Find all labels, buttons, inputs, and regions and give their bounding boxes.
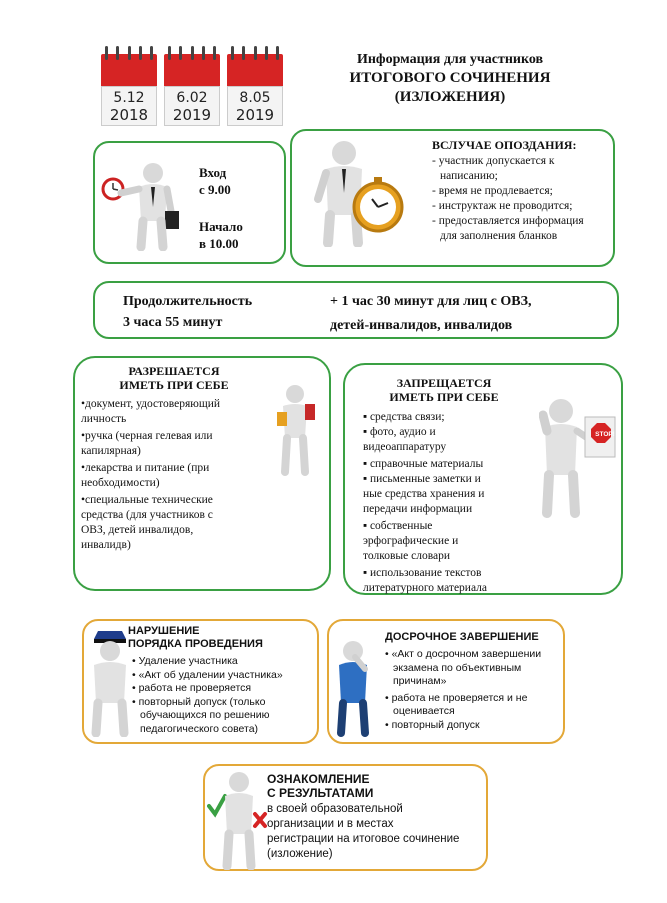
forbidden-item bbox=[363, 440, 539, 455]
early-item bbox=[385, 675, 563, 689]
violation-item-text: Удаление участника bbox=[138, 655, 238, 667]
allowed-item-text: лекарства и питание (при bbox=[85, 462, 210, 474]
forbidden-item-text: средства связи; bbox=[369, 411, 445, 423]
calendar-year: 2019 bbox=[235, 106, 275, 124]
late-arrival-box bbox=[290, 129, 615, 267]
allowed-item: •ручка (черная гелевая или bbox=[81, 430, 213, 442]
late-item-text: для заполнения бланков bbox=[440, 230, 558, 242]
allowed-item bbox=[81, 523, 271, 538]
duration-extra-1: + 1 час 30 минут для лиц с ОВЗ, bbox=[330, 294, 532, 309]
forbidden-item-text: фото, аудио и bbox=[369, 426, 436, 438]
forbidden-item-text: литературного материала bbox=[363, 582, 488, 594]
start-time: в 10.00 bbox=[199, 236, 239, 251]
late-heading: ВСЛУЧАЕ ОПОЗДАНИЯ: bbox=[432, 138, 577, 152]
results-line: организации и в местах bbox=[267, 818, 394, 830]
person-pen-icon bbox=[275, 382, 325, 478]
late-item: - время не продлевается; bbox=[432, 185, 553, 197]
person-stop-sign-icon bbox=[539, 395, 619, 520]
person-inspector-icon bbox=[86, 629, 134, 737]
early-item: • работа не проверяется и не bbox=[385, 691, 528, 704]
allowed-item-text: капилярная) bbox=[81, 445, 141, 457]
early-item-text: «Акт о досрочном завершении bbox=[391, 648, 542, 660]
results-heading bbox=[267, 772, 373, 800]
calendar-date-2 bbox=[164, 46, 220, 126]
duration-value: 3 часа 55 минут bbox=[123, 315, 223, 330]
calendar-year: 2018 bbox=[109, 106, 149, 124]
early-item: • «Акт о досрочном завершении bbox=[385, 648, 542, 660]
forbidden-item bbox=[363, 534, 539, 549]
forbidden-item-text: использование текстов bbox=[369, 567, 482, 579]
violation-item-text: повторный допуск (только bbox=[138, 695, 266, 708]
calendar-page bbox=[101, 86, 157, 126]
forbidden-item: ▪ фото, аудио и bbox=[363, 426, 436, 438]
person-check-cross-icon bbox=[207, 770, 271, 870]
calendar-rings bbox=[105, 46, 153, 60]
allowed-item bbox=[81, 444, 271, 459]
entry-label: Вход bbox=[199, 165, 227, 180]
late-list bbox=[432, 154, 612, 244]
late-item bbox=[432, 169, 612, 184]
forbidden-item: ▪ средства связи; bbox=[363, 411, 445, 423]
allowed-item bbox=[81, 476, 271, 491]
forbidden-item: ▪ письменные заметки и bbox=[363, 473, 481, 485]
late-item bbox=[432, 229, 612, 244]
forbidden-item bbox=[363, 502, 539, 517]
page-title bbox=[320, 50, 580, 107]
violation-item-text: работа не проверяется bbox=[138, 682, 252, 694]
forbidden-item: ▪ собственные bbox=[363, 520, 433, 532]
forbidden-item bbox=[363, 549, 539, 564]
forbidden-item bbox=[363, 581, 539, 596]
forbidden-item-text: ные средства хранения и bbox=[363, 488, 485, 500]
violation-item: • повторный допуск (только bbox=[132, 695, 266, 708]
early-item bbox=[385, 705, 563, 719]
early-item-text: причинам» bbox=[393, 675, 447, 687]
forbidden-item bbox=[363, 487, 539, 502]
early-heading: ДОСРОЧНОЕ ЗАВЕРШЕНИЕ bbox=[385, 631, 539, 643]
calendar-date: 6.02 bbox=[176, 90, 208, 106]
calendar-date-1 bbox=[101, 46, 157, 126]
forbidden-item-text: собственные bbox=[369, 520, 433, 532]
violation-item-text: обучающихся по решению bbox=[140, 709, 270, 721]
entry-time: с 9.00 bbox=[199, 182, 231, 197]
forbidden-item-text: эрфографические и bbox=[363, 535, 459, 547]
forbidden-item: ▪ использование текстов bbox=[363, 567, 482, 579]
calendar-page bbox=[164, 86, 220, 126]
person-clock-icon bbox=[99, 159, 189, 251]
duration-box bbox=[93, 281, 619, 339]
late-item: - участник допускается к bbox=[432, 155, 555, 167]
violation-heading-line-1: НАРУШЕНИЕ bbox=[128, 625, 200, 637]
violation-box bbox=[82, 619, 319, 744]
forbidden-item-text: видеоаппаратуру bbox=[363, 441, 447, 453]
results-text bbox=[267, 802, 487, 862]
allowed-item-text: документ, удостоверяющий bbox=[85, 398, 221, 410]
violation-heading bbox=[128, 625, 263, 651]
calendar-year: 2019 bbox=[172, 106, 212, 124]
violation-item bbox=[132, 723, 320, 737]
late-item: - инструктаж не проводится; bbox=[432, 200, 573, 212]
violation-list bbox=[132, 655, 320, 736]
early-completion-box bbox=[327, 619, 565, 744]
early-list bbox=[385, 648, 563, 732]
late-item-text: инструктаж не проводится; bbox=[438, 200, 573, 212]
stop-sign-label: STOP! bbox=[595, 431, 615, 438]
calendar-rings bbox=[168, 46, 216, 60]
calendar-date-3 bbox=[227, 46, 283, 126]
allowed-heading-line-2: ИМЕТЬ ПРИ СЕБЕ bbox=[119, 378, 229, 392]
late-item: - предоставляется информация bbox=[432, 215, 584, 227]
allowed-heading bbox=[99, 364, 249, 392]
start-label: Начало bbox=[199, 219, 243, 234]
early-item-text: оценивается bbox=[393, 705, 455, 717]
results-box bbox=[203, 764, 488, 871]
forbidden-item-text: справочные материалы bbox=[369, 458, 484, 470]
early-item-text: работа не проверяется и не bbox=[391, 691, 528, 704]
allowed-item bbox=[81, 412, 271, 427]
late-item-text: участник допускается к bbox=[438, 155, 555, 167]
forbidden-items-box bbox=[343, 363, 623, 595]
early-item-text: повторный допуск bbox=[391, 718, 480, 731]
allowed-item bbox=[81, 508, 271, 523]
results-line: в своей образовательной bbox=[267, 803, 403, 815]
violation-item-text: педагогического совета) bbox=[140, 722, 259, 735]
violation-item: • «Акт об удалении участника» bbox=[132, 668, 283, 681]
allowed-item: •лекарства и питание (при bbox=[81, 462, 210, 474]
forbidden-list bbox=[363, 410, 539, 596]
allowed-item-text: необходимости) bbox=[81, 477, 160, 489]
calendar-page bbox=[227, 86, 283, 126]
allowed-item-text: личность bbox=[81, 413, 127, 425]
person-thinking-icon bbox=[331, 637, 383, 737]
forbidden-item-text: толковые словари bbox=[363, 550, 450, 562]
late-item-text: предоставляется информация bbox=[438, 215, 584, 227]
violation-item-text: «Акт об удалении участника» bbox=[138, 668, 283, 681]
violation-item bbox=[132, 709, 320, 723]
allowed-item bbox=[81, 538, 271, 553]
calendar-date: 8.05 bbox=[239, 90, 271, 106]
late-item-text: написанию; bbox=[440, 170, 498, 182]
forbidden-heading bbox=[369, 376, 519, 404]
allowed-item-text: ручка (черная гелевая или bbox=[85, 430, 213, 442]
title-line-1: Информация для участников bbox=[356, 52, 544, 67]
violation-heading-line-2: ПОРЯДКА ПРОВЕДЕНИЯ bbox=[128, 638, 263, 650]
forbidden-heading-line-2: ИМЕТЬ ПРИ СЕБЕ bbox=[389, 390, 499, 404]
allowed-items-box bbox=[73, 356, 331, 591]
entry-time-box bbox=[93, 141, 286, 264]
allowed-item: •документ, удостоверяющий bbox=[81, 398, 221, 410]
calendar-date: 5.12 bbox=[113, 90, 145, 106]
allowed-item-text: ОВЗ, детей инвалидов, bbox=[81, 524, 194, 536]
title-line-3: (ИЗЛОЖЕНИЯ) bbox=[394, 89, 506, 105]
early-item bbox=[385, 662, 563, 676]
title-line-2: ИТОГОВОГО СОЧИНЕНИЯ bbox=[349, 70, 551, 86]
allowed-item-text: специальные технические bbox=[85, 494, 213, 506]
allowed-item-text: средства (для участников с bbox=[81, 509, 213, 521]
forbidden-heading-line-1: ЗАПРЕЩАЕТСЯ bbox=[396, 376, 492, 390]
duration-extra-2: детей-инвалидов, инвалидов bbox=[330, 318, 513, 333]
allowed-item-text: инвалидв) bbox=[81, 539, 131, 551]
results-heading-line-1: ОЗНАКОМЛЕНИЕ bbox=[267, 772, 370, 786]
allowed-list bbox=[81, 397, 271, 553]
violation-item: • Удаление участника bbox=[132, 655, 238, 667]
violation-item: • работа не проверяется bbox=[132, 682, 252, 694]
calendar-rings bbox=[231, 46, 279, 60]
forbidden-item-text: письменные заметки и bbox=[369, 473, 481, 485]
results-line: (изложение) bbox=[267, 848, 333, 860]
person-stopwatch-icon bbox=[304, 137, 414, 247]
early-item-text: экзамена по объективным bbox=[393, 661, 522, 674]
results-heading-line-2: С РЕЗУЛЬТАТАМИ bbox=[267, 786, 374, 800]
allowed-item: •специальные технические bbox=[81, 494, 213, 506]
allowed-heading-line-1: РАЗРЕШАЕТСЯ bbox=[128, 364, 220, 378]
forbidden-item: ▪ справочные материалы bbox=[363, 458, 484, 470]
duration-label: Продолжительность bbox=[123, 294, 253, 309]
early-item: • повторный допуск bbox=[385, 718, 480, 731]
forbidden-item-text: передачи информации bbox=[363, 503, 473, 515]
results-line: регистрации на итоговое сочинение bbox=[267, 833, 460, 845]
late-item-text: время не продлевается; bbox=[438, 185, 553, 197]
